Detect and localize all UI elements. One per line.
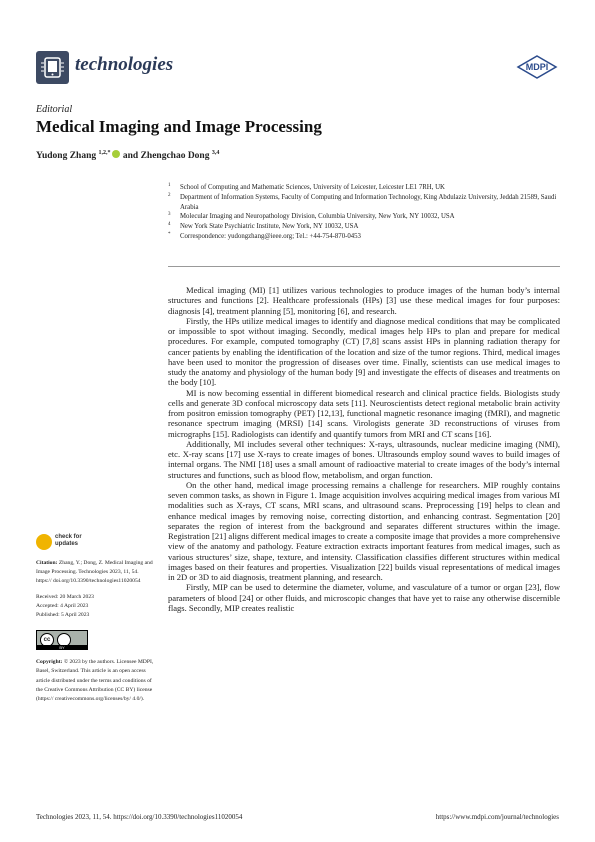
section-label: Editorial [36,104,73,115]
author-affiliation-marks: 1,2,* [98,150,111,156]
paragraph: Additionally, MI includes several other techniques: X-rays, ultrasounds, nuclear medicine imaging (NMI), etc. X-ray scans [17] use X-rays to create images of bones. Ultrasounds employ sound waves to build images of internal organs. The NMI [18] uses a small amount of radioactive material to create images of the body’s internal structures and functions, such as blood flow, metabolism, and organ function. [168,438,560,480]
paragraph: MI is now becoming essential in different biomedical research and clinical practice fields. Biologists study cells and generate 3D confocal microscopy data sets [11]. Neuroscientists detect regional metabolic brain activity from positron emission tomography (PET) [12,13], functional magnetic resonance imaging (fMRI), and magnetic resonance spectrum imaging (MRSI) [14] scans. Virologists generate 3D reconstructions of viruses from micrographs [15]. Radiologists can identify and quantify tumors from MRI and CT scans [16]. [168,387,560,439]
author-list [36,150,219,161]
affiliations [168,183,568,242]
check-updates-icon [36,534,52,550]
author-affiliation-marks: 3,4 [211,150,220,156]
citation: Citation: Zhang, Y.; Dong, Z. Medical Imaging and Image Processing. Technologies 2023, 11, 54. https:// doi.org/10.3390/technologies11020054 [36,560,153,585]
author-name[interactable]: Zhengchao Dong [140,151,210,162]
mdpi-logo [516,55,558,79]
footer-citation: Technologies 2023, 11, 54. https://doi.org/10.3390/technologies11020054 [36,813,243,821]
affiliation-item: 2 Department of Information Systems, Faculty of Computing and Information Technology, King Abdulaziz University, Jeddah 21589, Saudi Arabia [168,192,557,211]
copyright: Copyright: © 2023 by the authors. Licensee MDPI, Basel, Switzerland. This article is an open access article distributed under the terms and conditions of the Creative Commons Attribution (CC BY) license (https:// creativecommons.org/licenses/by/ 4.0/). [36,659,154,703]
paragraph: On the other hand, medical image processing remains a challenge for researchers. MIP roughly contains seven common tasks, as shown in Figure 1. Image acquisition involves acquiring medical images from various MI modalities such as X-rays, CT scans, MRI scans, and ultrasound scans. Preprocessing [19] helps to clean and enhance medical images by removing noise, correcting distortion, and enhancing contrast. Segmentation [20] separates the region of interest from the background and separates different structures within the image. Registration [21] aligns different medical images to create a composite image that provides a more comprehensive view of the anatomy and pathology. Feature extraction extracts important features from medical images, such as various structures’ size, shape, texture, and intensity. Classification classifies different structures within medical images based on their features and properties. Visualization [22] builds visual representations of medical images in 2D or 3D to aid diagnosis, treatment planning, and research. [168,479,560,582]
check-for-updates-button[interactable]: check for updates [36,534,116,554]
published-date: Published: 5 April 2023 [36,612,90,619]
divider [168,266,560,267]
body-text [168,285,560,613]
affiliation-item: 4 New York State Psychiatric Institute, New York, NY 10032, USA [168,222,359,231]
author-name[interactable]: Yudong Zhang [36,151,97,162]
journal-name: technologies [75,54,174,75]
affiliation-item: 3 Molecular Imaging and Neuropathology Division, Columbia University, New York, NY 10032, USA [168,212,455,221]
cc-by-license-icon[interactable]: cc BY [36,630,88,650]
paragraph: Firstly, MIP can be used to determine the diameter, volume, and vasculature of a tumor or organ [23], flow parameters of blood [24] or other fluids, and microscopic changes that have yet to raise any otherwise discernible flags. Secondly, MIP creates realistic [168,582,560,613]
author-conjunction: and [122,151,139,162]
paragraph: Firstly, the HPs utilize medical images to identify and diagnose medical conditions that may be complicated or impossible to spot without imaging. Secondly, medical images help HPs to plan and prepare for medical procedures. For example, computed tomography (CT) [7,8] scans assist HPs in planning radiation therapy for cancer patients by enabling the identification of the location and size of the tumor regions. Third, medical images have been used to monitor the progression of diseases over time. Finally, scientists can use medical images to study the anatomy and physiology of the human body [9] and investigate the effects of diseases and treatments on the body [10]. [168,315,560,388]
journal-logo [36,51,69,84]
tablet-icon [36,51,69,84]
footer-journal-link[interactable]: https://www.mdpi.com/journal/technologies [435,813,559,821]
paper-title: Medical Imaging and Image Processing [36,117,322,136]
accepted-date: Accepted: 4 April 2023 [36,602,89,609]
orcid-icon[interactable] [112,150,120,158]
received-date: Received: 20 March 2023 [36,593,94,600]
correspondence: * Correspondence: yudongzhang@ieee.org; Tel.: +44-754-870-0453 [168,231,361,240]
affiliation-item: 1 School of Computing and Mathematic Sciences, University of Leicester, Leicester LE1 7RH, UK [168,183,445,191]
svg-text:MDPI: MDPI [525,62,549,72]
article-info-sidebar [36,559,154,704]
paragraph: Medical imaging (MI) [1] utilizes various technologies to produce images of the human body’s internal structures and functions [2]. Healthcare professionals (HPs) [3] use these medical images for four purposes: diagnosis [4], treatment planning [5], monitoring [6], and research. [168,285,560,316]
